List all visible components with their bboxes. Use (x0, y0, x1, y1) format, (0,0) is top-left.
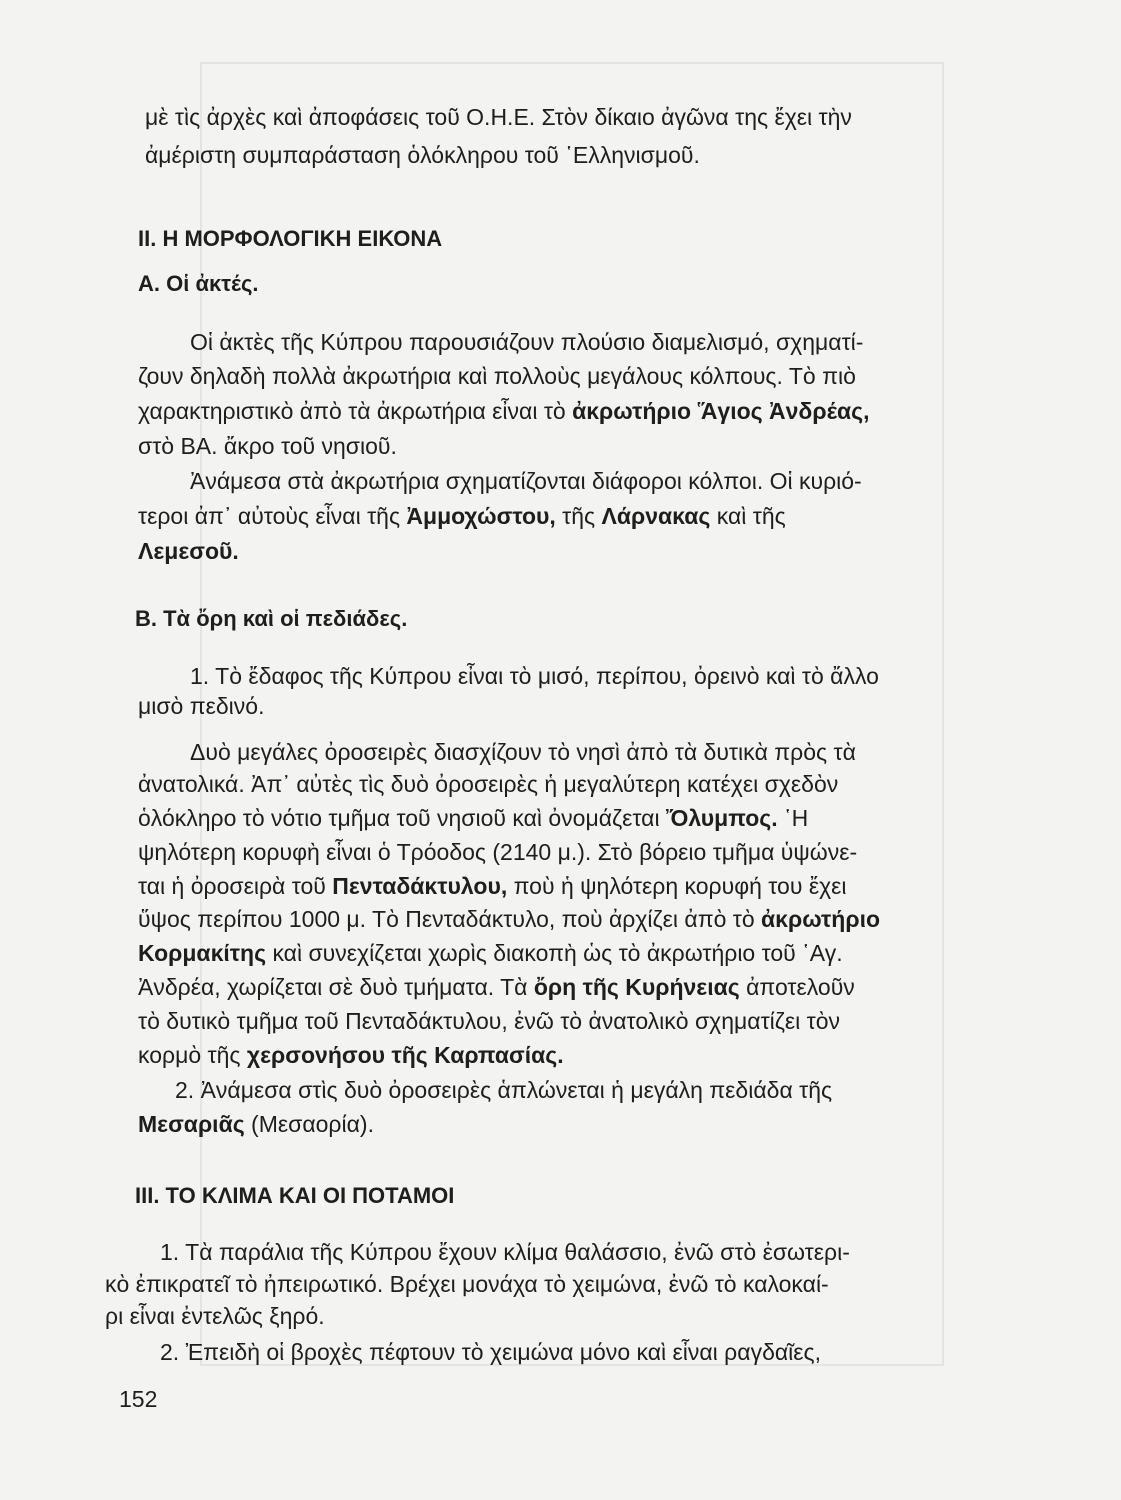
text-line: ζουν δηλαδὴ πολλὰ ἀκρωτήρια καὶ πολλοὺς μεγάλους κόλπους. Τὸ πιὸ (138, 363, 856, 389)
text-line (138, 905, 880, 933)
page-number: 152 (119, 1386, 158, 1412)
text-span: ἀποτελοῦν (739, 974, 855, 1000)
bold-term: ἀκρωτήριο (761, 906, 881, 932)
bold-term: Μεσαριᾶς (138, 1111, 245, 1137)
text-line (138, 1110, 374, 1138)
subsection-heading: Β. Τὰ ὄρη καὶ οἱ πεδιάδες. (135, 606, 408, 631)
text-line (138, 502, 786, 530)
text-span: τεροι ἀπ᾿ αὐτοὺς εἶναι τῆς (138, 503, 407, 529)
bold-term: Κορμακίτης (138, 940, 267, 966)
text-span: Ἀνδρέα, χωρίζεται σὲ δυὸ τμήματα. Τὰ (138, 974, 534, 1000)
bold-term: Λάρνακας (601, 503, 711, 529)
text-line (138, 973, 855, 1001)
text-span: ὁλόκληρο τὸ νότιο τμῆμα τοῦ νησιοῦ καὶ ὀνομάζεται (138, 805, 666, 831)
text-line (138, 939, 843, 967)
text-line: μὲ τὶς ἀρχὲς καὶ ἀποφάσεις τοῦ Ο.Η.Ε. Στὸν δίκαιο ἀγῶνα της ἔχει τὴν (145, 104, 852, 130)
text-span: ποὺ ἡ ψηλότερη κορυφή του ἔχει (507, 873, 847, 899)
text-line: Ἀνάμεσα στὰ ἀκρωτήρια σχηματίζονται διάφοροι κόλποι. Οἱ κυριό- (190, 468, 862, 494)
text-line: 2. Ἀνάμεσα στὶς δυὸ ὀροσειρὲς ἁπλώνεται ἡ μεγάλη πεδιάδα τῆς (175, 1077, 833, 1103)
text-line: ἀνατολικά. Ἀπ᾿ αὐτὲς τὶς δυὸ ὀροσειρὲς ἡ μεγαλύτερη κατέχει σχεδὸν (138, 771, 839, 797)
text-line: στὸ ΒΑ. ἄκρο τοῦ νησιοῦ. (138, 433, 397, 459)
text-span: καὶ συνεχίζεται χωρὶς διακοπὴ ὡς τὸ ἀκρωτήριο τοῦ ῾Αγ. (266, 940, 843, 966)
text-line: 2. Ἐπειδὴ οἱ βροχὲς πέφτουν τὸ χειμώνα μόνο καὶ εἶναι ραγδαῖες, (160, 1339, 822, 1365)
text-span: ὕψος περίπου 1000 μ. Τὸ Πενταδάκτυλο, ποὺ ἀρχίζει ἀπὸ τὸ (138, 906, 762, 932)
text-line: ψηλότερη κορυφὴ εἶναι ὁ Τρόοδος (2140 μ.). Στὸ βόρειο τμῆμα ὑψώνε- (138, 839, 858, 865)
text-line: ρι εἶναι ἐντελῶς ξηρό. (105, 1303, 325, 1329)
bold-term: Ἀμμοχώστου, (406, 503, 556, 529)
bleed-through-frame (200, 62, 944, 1366)
text-line (138, 804, 808, 832)
text-line (138, 872, 847, 900)
text-line: μισὸ πεδινό. (138, 693, 265, 719)
text-line: 1. Τὸ ἔδαφος τῆς Κύπρου εἶναι τὸ μισό, περίπου, ὀρεινὸ καὶ τὸ ἄλλο (190, 663, 879, 689)
text-line (138, 397, 869, 425)
bold-term: ὄρη τῆς Κυρήνειας (533, 974, 740, 1000)
section-heading: III. ΤΟ ΚΛΙΜΑ ΚΑΙ ΟΙ ΠΟΤΑΜΟΙ (135, 1183, 455, 1208)
text-span: χαρακτηριστικὸ ἀπὸ τὰ ἀκρωτήρια εἶναι τὸ (138, 398, 573, 424)
text-span: τῆς (555, 503, 602, 529)
section-heading: II. Η ΜΟΡΦΟΛΟΓΙΚΗ ΕΙΚΟΝΑ (138, 226, 443, 251)
bold-term: Ὄλυμπος. (665, 805, 778, 831)
text-line: Λεμεσοῦ. (138, 538, 239, 564)
text-span: (Μεσαορία). (244, 1111, 374, 1137)
text-line: κὸ ἐπικρατεῖ τὸ ἠπειρωτικό. Βρέχει μονάχα τὸ χειμώνα, ἐνῶ τὸ καλοκαί- (105, 1271, 829, 1297)
text-span: καὶ τῆς (710, 503, 786, 529)
subsection-heading: Α. Οἱ ἀκτές. (138, 271, 259, 296)
text-line: Οἱ ἀκτὲς τῆς Κύπρου παρουσιάζουν πλούσιο διαμελισμό, σχηματί- (190, 329, 864, 355)
text-line: 1. Τὰ παράλια τῆς Κύπρου ἔχουν κλίμα θαλάσσιο, ἐνῶ στὸ ἐσωτερι- (160, 1239, 850, 1265)
bold-term: ἀκρωτήριο Ἅγιος Ἀνδρέας, (572, 398, 870, 424)
text-line: ἀμέριστη συμπαράσταση ὁλόκληρου τοῦ ῾Ελληνισμοῦ. (145, 142, 700, 168)
text-span: ται ἡ ὀροσειρὰ τοῦ (138, 873, 333, 899)
text-line: Δυὸ μεγάλες ὀροσειρὲς διασχίζουν τὸ νησὶ ἀπὸ τὰ δυτικὰ πρὸς τὰ (190, 739, 856, 765)
bold-term: χερσονήσου τῆς Καρπασίας. (246, 1042, 564, 1068)
text-line (138, 1041, 564, 1069)
text-span: ῾Η (777, 805, 809, 831)
text-span: κορμὸ τῆς (138, 1042, 247, 1068)
text-line: τὸ δυτικὸ τμῆμα τοῦ Πενταδάκτυλου, ἐνῶ τὸ ἀνατολικὸ σχηματίζει τὸν (138, 1008, 841, 1034)
bold-term: Πενταδάκτυλου, (332, 873, 508, 899)
